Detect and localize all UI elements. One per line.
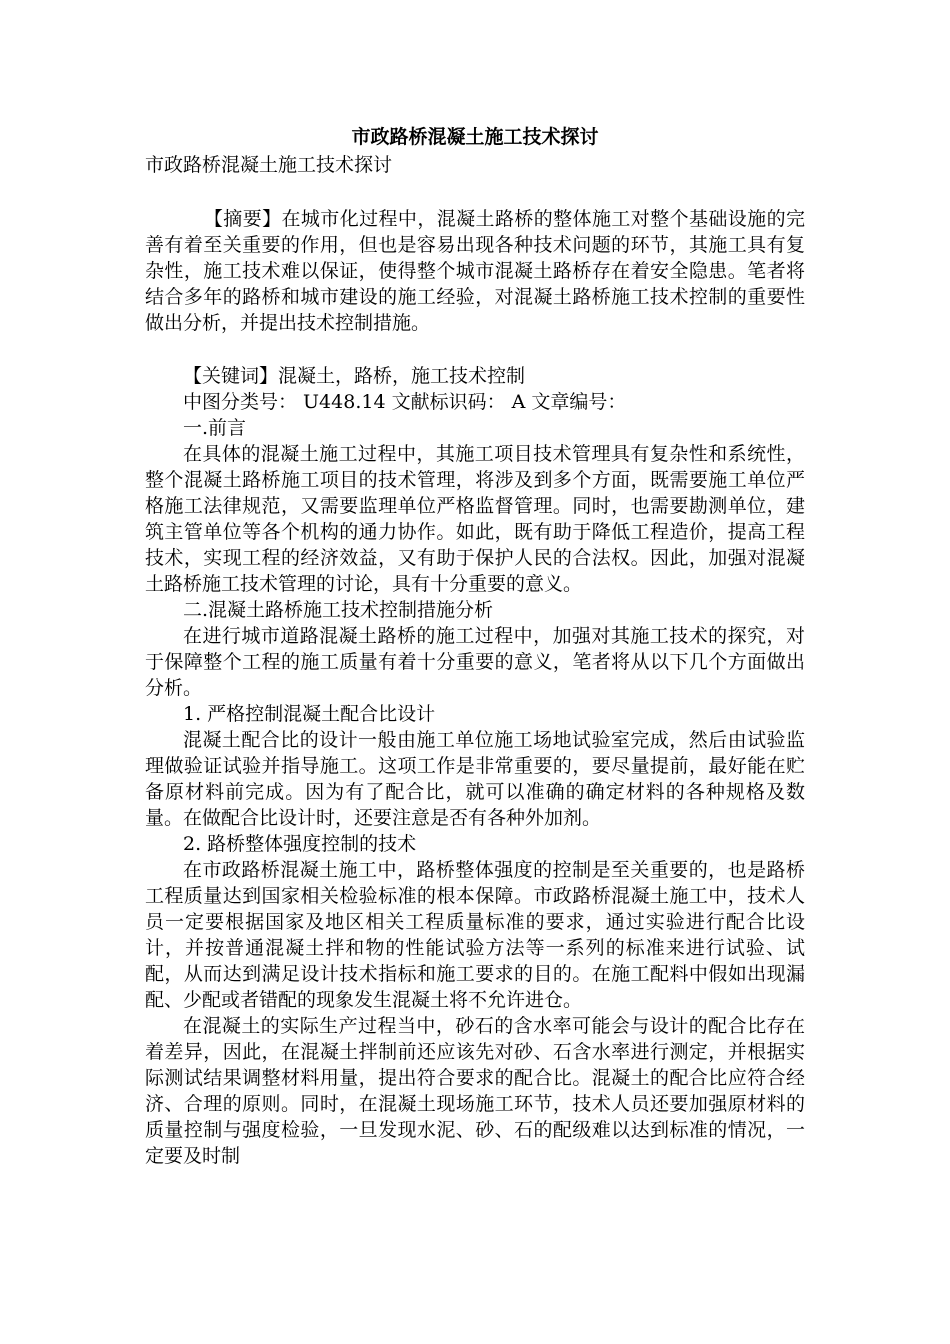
document-page: [145, 122, 805, 1169]
classification-line: 中图分类号： U448.14 文献标识码： A 文章编号：: [183, 391, 627, 413]
strength-paragraph-2: 在混凝土的实际生产过程当中，砂石的含水率可能会与设计的配合比存在着差异，因此，在混凝土拌制前还应该先对砂、石含水率进行测定，并根据实际测试结果调整材料用量，提出符合要求的配合比。混凝土的配合比应符合经济、合理的原则。同时，在混凝土现场施工环节，技术人员还要加强原材料的质量控制与强度检验，一旦发现水泥、砂、石的配级难以达到标准的情况，一定要及时制: [145, 1015, 805, 1167]
spacer: [145, 336, 805, 363]
mix-design-paragraph: 混凝土配合比的设计一般由施工单位施工场地试验室完成，然后由试验监理做验证试验并指导施工。这项工作是非常重要的，要尽量提前，最好能在贮备原材料前完成。因为有了配合比，就可以准确的确定材料的各种规格及数量。在做配合比设计时，还要注意是否有各种外加剂。: [145, 729, 805, 829]
analysis-paragraph: 在进行城市道路混凝土路桥的施工过程中，加强对其施工技术的探究，对于保障整个工程的施工质量有着十分重要的意义，笔者将从以下几个方面做出分析。: [145, 625, 805, 699]
foreword-paragraph: 在具体的混凝土施工过程中，其施工项目技术管理具有复杂性和系统性，整个混凝土路桥施工项目的技术管理，将涉及到多个方面，既需要施工单位严格施工法律规范，又需要监理单位严格监督管理。同时，也需要勘测单位，建筑主管单位等各个机构的通力协作。如此，既有助于降低工程造价，提高工程技术，实现工程的经济效益，又有助于保护人民的合法权。因此，加强对混凝土路桥施工技术管理的讨论，具有十分重要的意义。: [145, 443, 805, 595]
abstract-paragraph: 【摘要】在城市化过程中，混凝土路桥的整体施工对整个基础设施的完善有着至关重要的作用，但也是容易出现各种技术问题的环节，其施工具有复杂性，施工技术难以保证，使得整个城市混凝土路桥存在着安全隐患。笔者将结合多年的路桥和城市建设的施工经验，对混凝土路桥施工技术控制的重要性做出分析，并提出技术控制措施。: [145, 208, 805, 334]
document-subtitle: 市政路桥混凝土施工技术探讨: [145, 154, 393, 176]
strength-paragraph-1: 在市政路桥混凝土施工中，路桥整体强度的控制是至关重要的，也是路桥工程质量达到国家相关检验标准的根本保障。市政路桥混凝土施工中，技术人员一定要根据国家及地区相关工程质量标准的要求，通过实验进行配合比设计，并按普通混凝土拌和物的性能试验方法等一系列的标准来进行试验、试配，从而达到满足设计技术指标和施工要求的目的。在施工配料中假如出现漏配、少配或者错配的现象发生混凝土将不允许进仓。: [145, 859, 805, 1011]
keywords-line: 【关键词】混凝土，路桥，施工技术控制: [183, 365, 526, 387]
document-title: 市政路桥混凝土施工技术探讨: [351, 126, 599, 148]
spacer: [145, 179, 805, 206]
subsection-heading-mix-design: 1. 严格控制混凝土配合比设计: [183, 703, 436, 725]
section-heading-foreword: 一.前言: [183, 417, 247, 439]
section-heading-analysis: 二.混凝土路桥施工技术控制措施分析: [183, 599, 494, 621]
subsection-heading-strength: 2. 路桥整体强度控制的技术: [183, 833, 417, 855]
